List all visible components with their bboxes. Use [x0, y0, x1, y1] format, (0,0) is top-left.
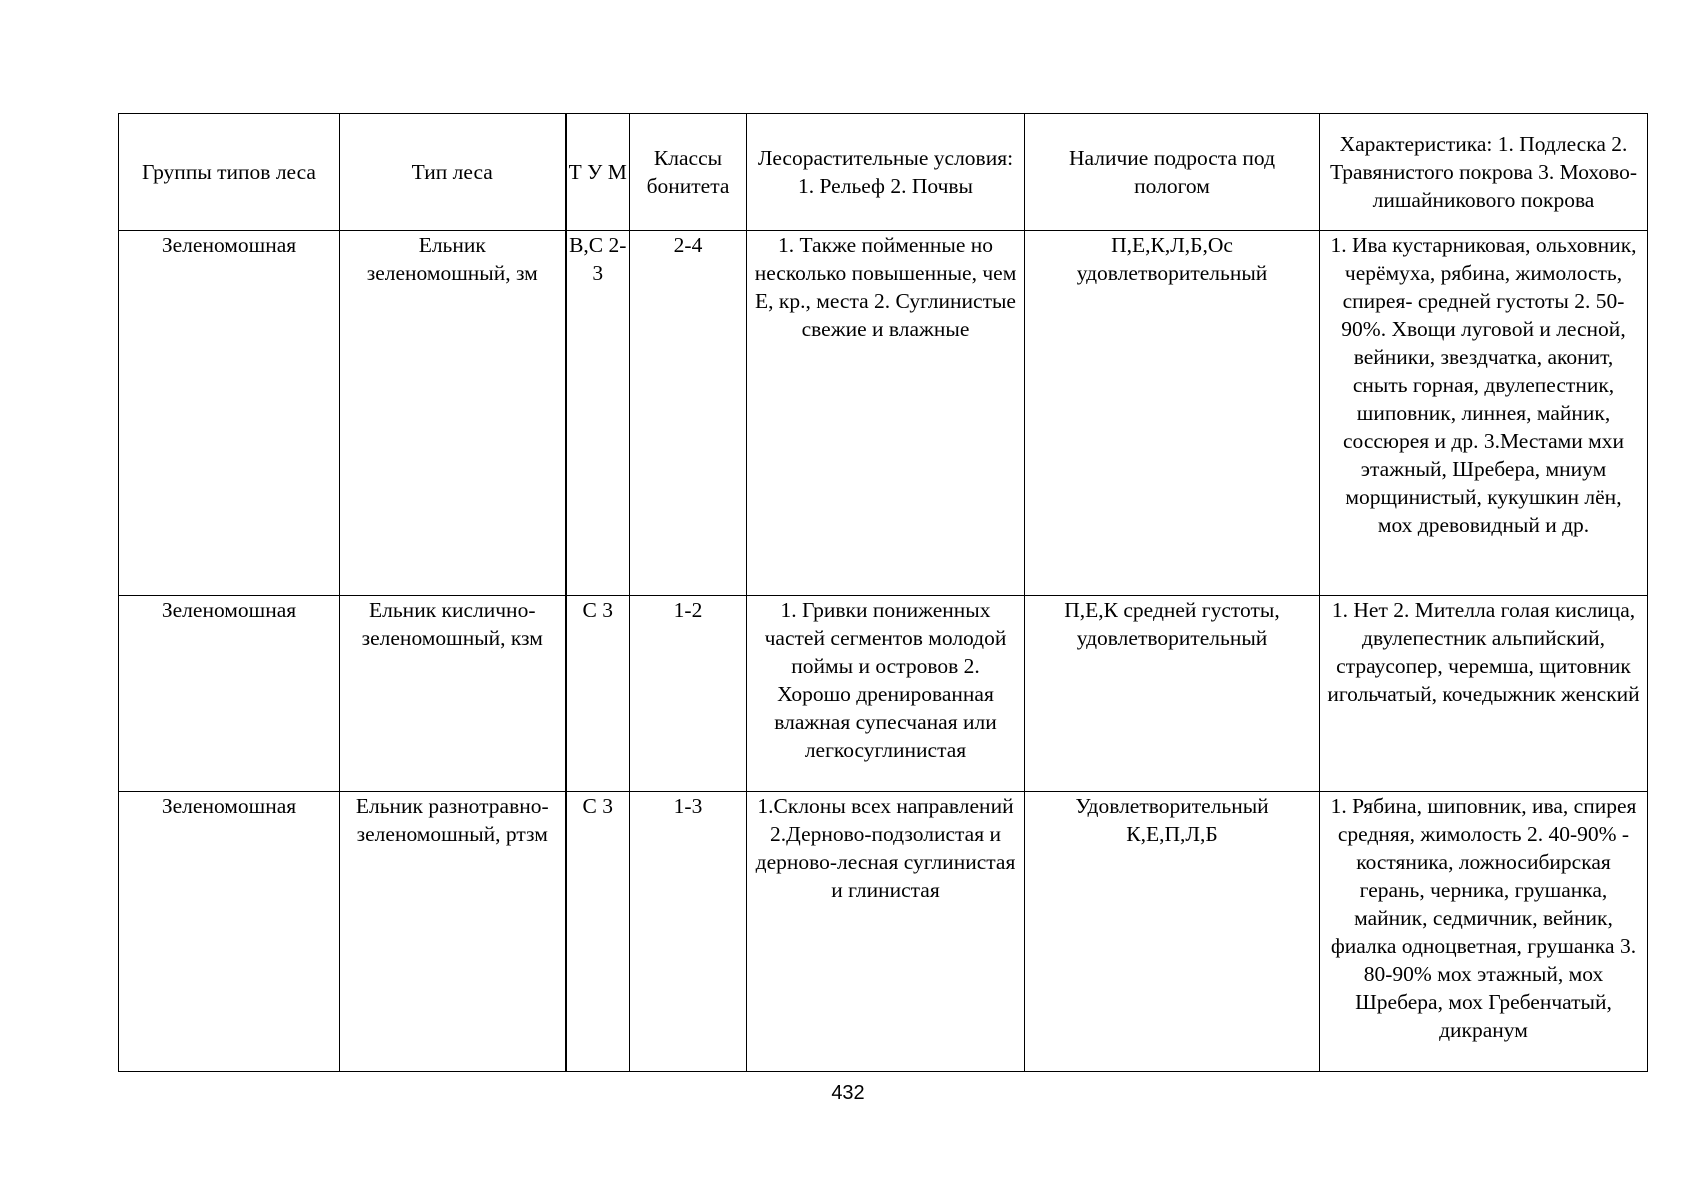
page-number: 432: [831, 1082, 865, 1104]
cell-group: Зеленомошная: [119, 231, 340, 596]
header-undergrowth: Наличие подроста под пологом: [1025, 114, 1320, 231]
cell-conditions: 1. Также пойменные но несколько повышенные, чем Е, кр., места 2. Суглинистые свежие и влажные: [747, 231, 1025, 596]
table-row: [119, 231, 1648, 596]
header-forest-group: Группы типов леса: [119, 114, 340, 231]
header-bonitet: Классы бонитета: [630, 114, 747, 231]
cell-bonitet: 1-2: [630, 596, 747, 792]
cell-group: Зеленомошная: [119, 596, 340, 792]
cell-type: Ельник зеленомошный, зм: [340, 231, 566, 596]
cell-undergrowth: П,Е,К,Л,Б,Ос удовлетворительный: [1025, 231, 1320, 596]
cell-type: Ельник кислично-зеленомошный, кзм: [340, 596, 566, 792]
header-tum: Т У М: [566, 114, 630, 231]
table-row: [119, 596, 1648, 792]
header-forest-type: Тип леса: [340, 114, 566, 231]
cell-conditions: 1. Гривки пониженных частей сегментов молодой поймы и островов 2. Хорошо дренированная влажная супесчаная или легкосуглинистая: [747, 596, 1025, 792]
cell-characteristic: 1. Рябина, шиповник, ива, спирея средняя, жимолость 2. 40-90% - костяника, ложносибирская герань, черника, грушанка, майник, седмичник, вейник, фиалка одноцветная, грушанка 3. 80-90% мох этажный, мох Шребера, мох Гребенчатый, дикранум: [1320, 792, 1648, 1072]
table-header-row: [119, 114, 1648, 231]
cell-tum: С 3: [566, 792, 630, 1072]
cell-bonitet: 2-4: [630, 231, 747, 596]
cell-bonitet: 1-3: [630, 792, 747, 1072]
table-row: [119, 792, 1648, 1072]
cell-undergrowth: П,Е,К средней густоты, удовлетворительный: [1025, 596, 1320, 792]
cell-characteristic: 1. Нет 2. Мителла голая кислица, двулепестник альпийский, страусопер, черемша, щитовник игольчатый, кочедыжник женский: [1320, 596, 1648, 792]
cell-type: Ельник разнотравно-зеленомошный, ртзм: [340, 792, 566, 1072]
cell-conditions: 1.Склоны всех направлений 2.Дерново-подзолистая и дерново-лесная суглинистая и глинистая: [747, 792, 1025, 1072]
cell-undergrowth: Удовлетворительный К,Е,П,Л,Б: [1025, 792, 1320, 1072]
header-conditions: Лесорастительные условия: 1. Рельеф 2. Почвы: [747, 114, 1025, 231]
forest-types-table: [118, 113, 1648, 1072]
cell-tum: В,С 2-3: [566, 231, 630, 596]
cell-characteristic: 1. Ива кустарниковая, ольховник, черёмуха, рябина, жимолость, спирея- средней густоты 2. 50-90%. Хвощи луговой и лесной, вейники, звездчатка, аконит, сныть горная, двулепестник, шиповник, линнея, майник, соссюрея и др. 3.Местами мхи этажный, Шребера, мниум морщинистый, кукушкин лён, мох древовидный и др.: [1320, 231, 1648, 596]
cell-group: Зеленомошная: [119, 792, 340, 1072]
cell-tum: С 3: [566, 596, 630, 792]
header-characteristic: Характеристика: 1. Подлеска 2. Травянистого покрова 3. Мохово-лишайникового покрова: [1320, 114, 1648, 231]
